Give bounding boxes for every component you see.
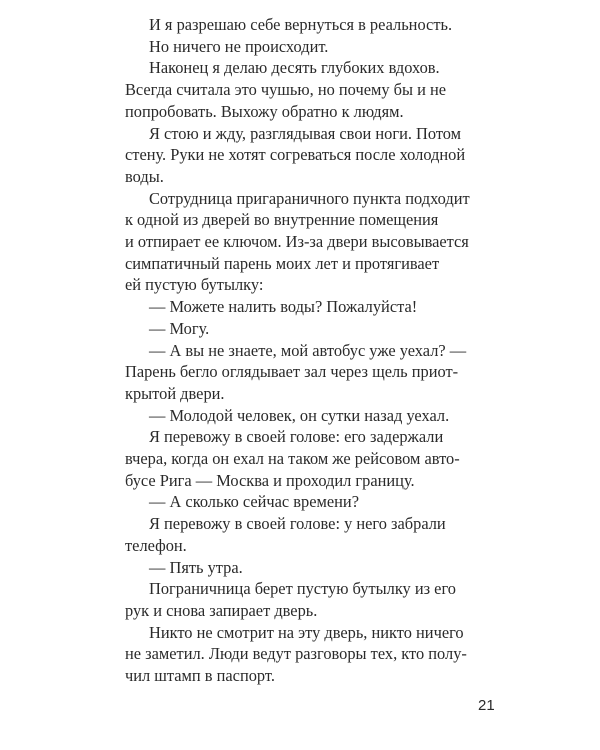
text-line: — А сколько сейчас времени? bbox=[149, 492, 359, 512]
text-line: рук и снова запирает дверь. bbox=[125, 600, 318, 620]
text-line: Но ничего не происходит. bbox=[149, 36, 329, 56]
text-line: И я разрешаю себе вернуться в реальность. bbox=[149, 15, 453, 34]
text-line: бусе Рига — Москва и проходил границу. bbox=[125, 470, 415, 490]
text-line: и отпирает ее ключом. Из-за двери высовывается bbox=[125, 232, 469, 252]
text-line: — Можете налить воды? Пожалуйста! bbox=[149, 297, 418, 317]
text-line: — Могу. bbox=[149, 318, 210, 338]
text-line: симпатичный парень моих лет и протягивает bbox=[125, 253, 440, 273]
text-line: телефон. bbox=[125, 535, 187, 555]
text-line: стену. Руки не хотят согреваться после холодной bbox=[125, 145, 466, 165]
text-line: Пограничница берет пустую бутылку из его bbox=[149, 579, 456, 599]
text-line: Я стою и жду, разглядывая свои ноги. Потом bbox=[149, 123, 462, 143]
page-number: 21 bbox=[478, 697, 495, 714]
page-text bbox=[125, 14, 477, 687]
text-line: воды. bbox=[125, 166, 164, 186]
text-line: Никто не смотрит на эту дверь, никто ничего bbox=[149, 622, 464, 642]
text-line: Я перевожу в своей голове: его задержали bbox=[149, 427, 444, 447]
text-line: ей пустую бутылку: bbox=[125, 275, 264, 295]
text-line: — А вы не знаете, мой автобус уже уехал? — bbox=[149, 340, 467, 360]
text-line: не заметил. Люди ведут разговоры тех, кто полу- bbox=[125, 644, 467, 664]
text-line: Я перевожу в своей голове: у него забрали bbox=[149, 514, 446, 534]
text-line: крытой двери. bbox=[125, 383, 225, 403]
text-line: чил штамп в паспорт. bbox=[125, 666, 275, 686]
text-line: Сотрудница пригараничного пункта подходит bbox=[149, 188, 470, 208]
text-line: Парень бегло оглядывает зал через щель приот- bbox=[125, 362, 459, 382]
text-line: Наконец я делаю десять глубоких вдохов. bbox=[149, 58, 440, 78]
text-line: Всегда считала это чушью, но почему бы и не bbox=[125, 80, 447, 100]
text-line: — Молодой человек, он сутки назад уехал. bbox=[149, 405, 450, 425]
text-line: вчера, когда он ехал на таком же рейсовом авто- bbox=[125, 449, 460, 469]
text-line: к одной из дверей во внутренние помещения bbox=[125, 210, 439, 230]
text-line: попробовать. Выхожу обратно к людям. bbox=[125, 101, 404, 121]
text-line: — Пять утра. bbox=[149, 557, 243, 577]
